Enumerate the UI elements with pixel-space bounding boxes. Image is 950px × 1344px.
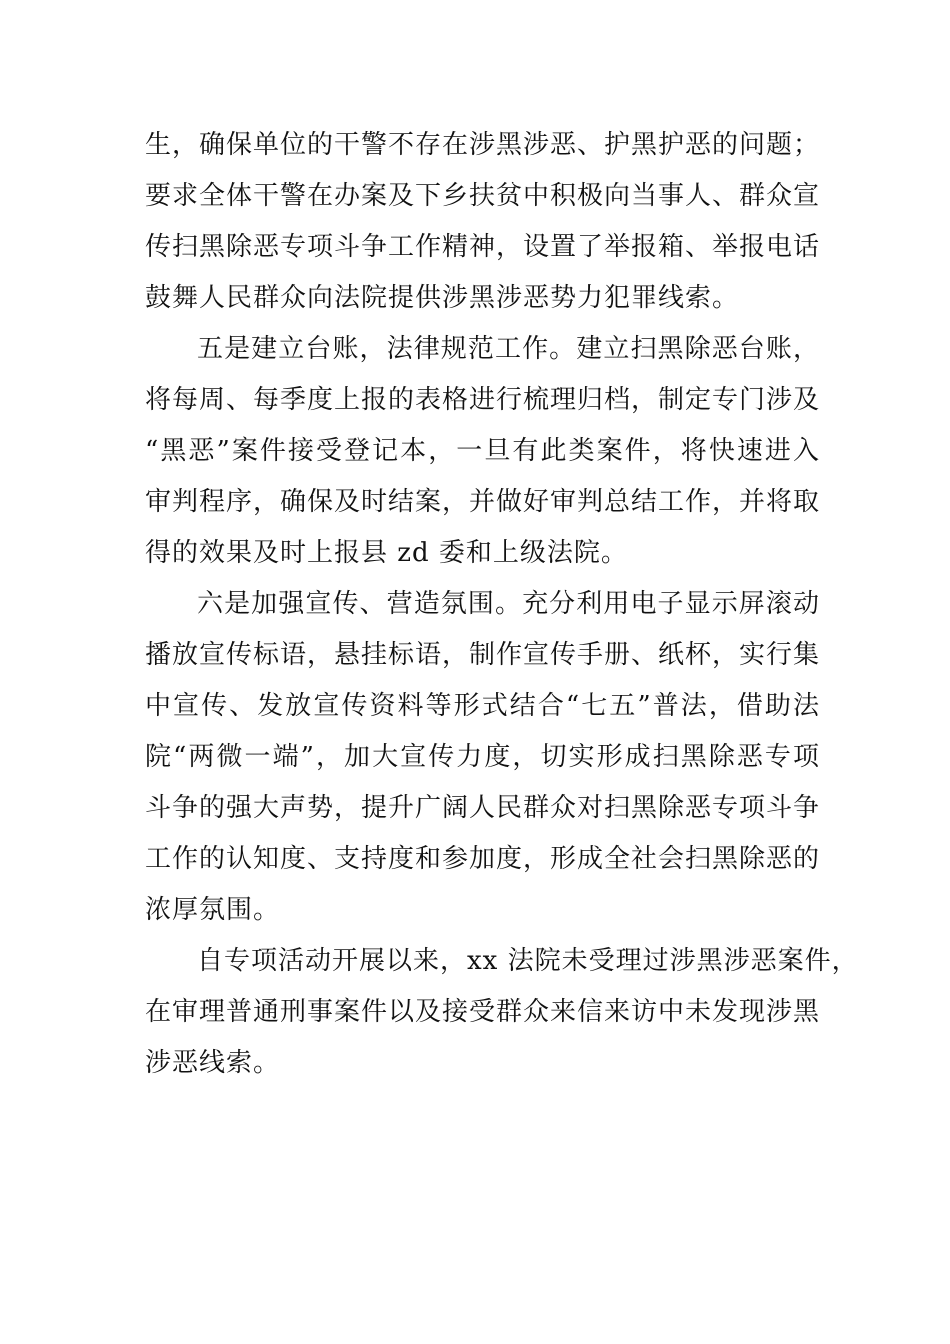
text-line: 涉恶线索。 [145, 1048, 281, 1078]
text-line: 将每周、每季度上报的表格进行梳理归档，制定专门涉及 [145, 385, 821, 415]
text-line: 院“两微一端”，加大宣传力度，切实形成扫黑除恶专项 [145, 742, 820, 772]
text-line: 自专项活动开展以来，xx 法院未受理过涉黑涉恶案件， [197, 946, 859, 976]
paragraph-continuation [145, 120, 820, 324]
text-line: 传扫黑除恶专项斗争工作精神，设置了举报箱、举报电话 [145, 232, 821, 262]
text-line: 鼓舞人民群众向法院提供涉黑涉恶势力犯罪线索。 [145, 283, 740, 313]
text-line: 六是加强宣传、营造氛围。充分利用电子显示屏滚动 [197, 589, 820, 619]
text-line: 要求全体干警在办案及下乡扶贫中积极向当事人、群众宣 [145, 181, 821, 211]
text-line: 审判程序，确保及时结案，并做好审判总结工作，并将取 [145, 487, 821, 517]
paragraph-ledger [145, 324, 820, 579]
paragraph-publicity [145, 579, 820, 936]
paragraph-summary [145, 936, 859, 1089]
text-line: 斗争的强大声势，提升广阔人民群众对扫黑除恶专项斗争 [145, 793, 821, 823]
text-line: 播放宣传标语，悬挂标语，制作宣传手册、纸杯，实行集 [145, 640, 821, 670]
text-line: 在审理普通刑事案件以及接受群众来信来访中未发现涉黑 [145, 997, 821, 1027]
text-line: “黑恶”案件接受登记本，一旦有此类案件，将快速进入 [145, 436, 820, 466]
document-body [145, 120, 859, 1089]
text-line: 得的效果及时上报县 zd 委和上级法院。 [145, 538, 628, 568]
text-line: 生，确保单位的干警不存在涉黑涉恶、护黑护恶的问题； [145, 130, 821, 160]
text-line: 中宣传、发放宣传资料等形式结合“七五”普法，借助法 [145, 691, 820, 721]
text-line: 工作的认知度、支持度和参加度，形成全社会扫黑除恶的 [145, 844, 821, 874]
text-line: 五是建立台账，法律规范工作。建立扫黑除恶台账， [197, 334, 820, 364]
text-line: 浓厚氛围。 [145, 895, 281, 925]
